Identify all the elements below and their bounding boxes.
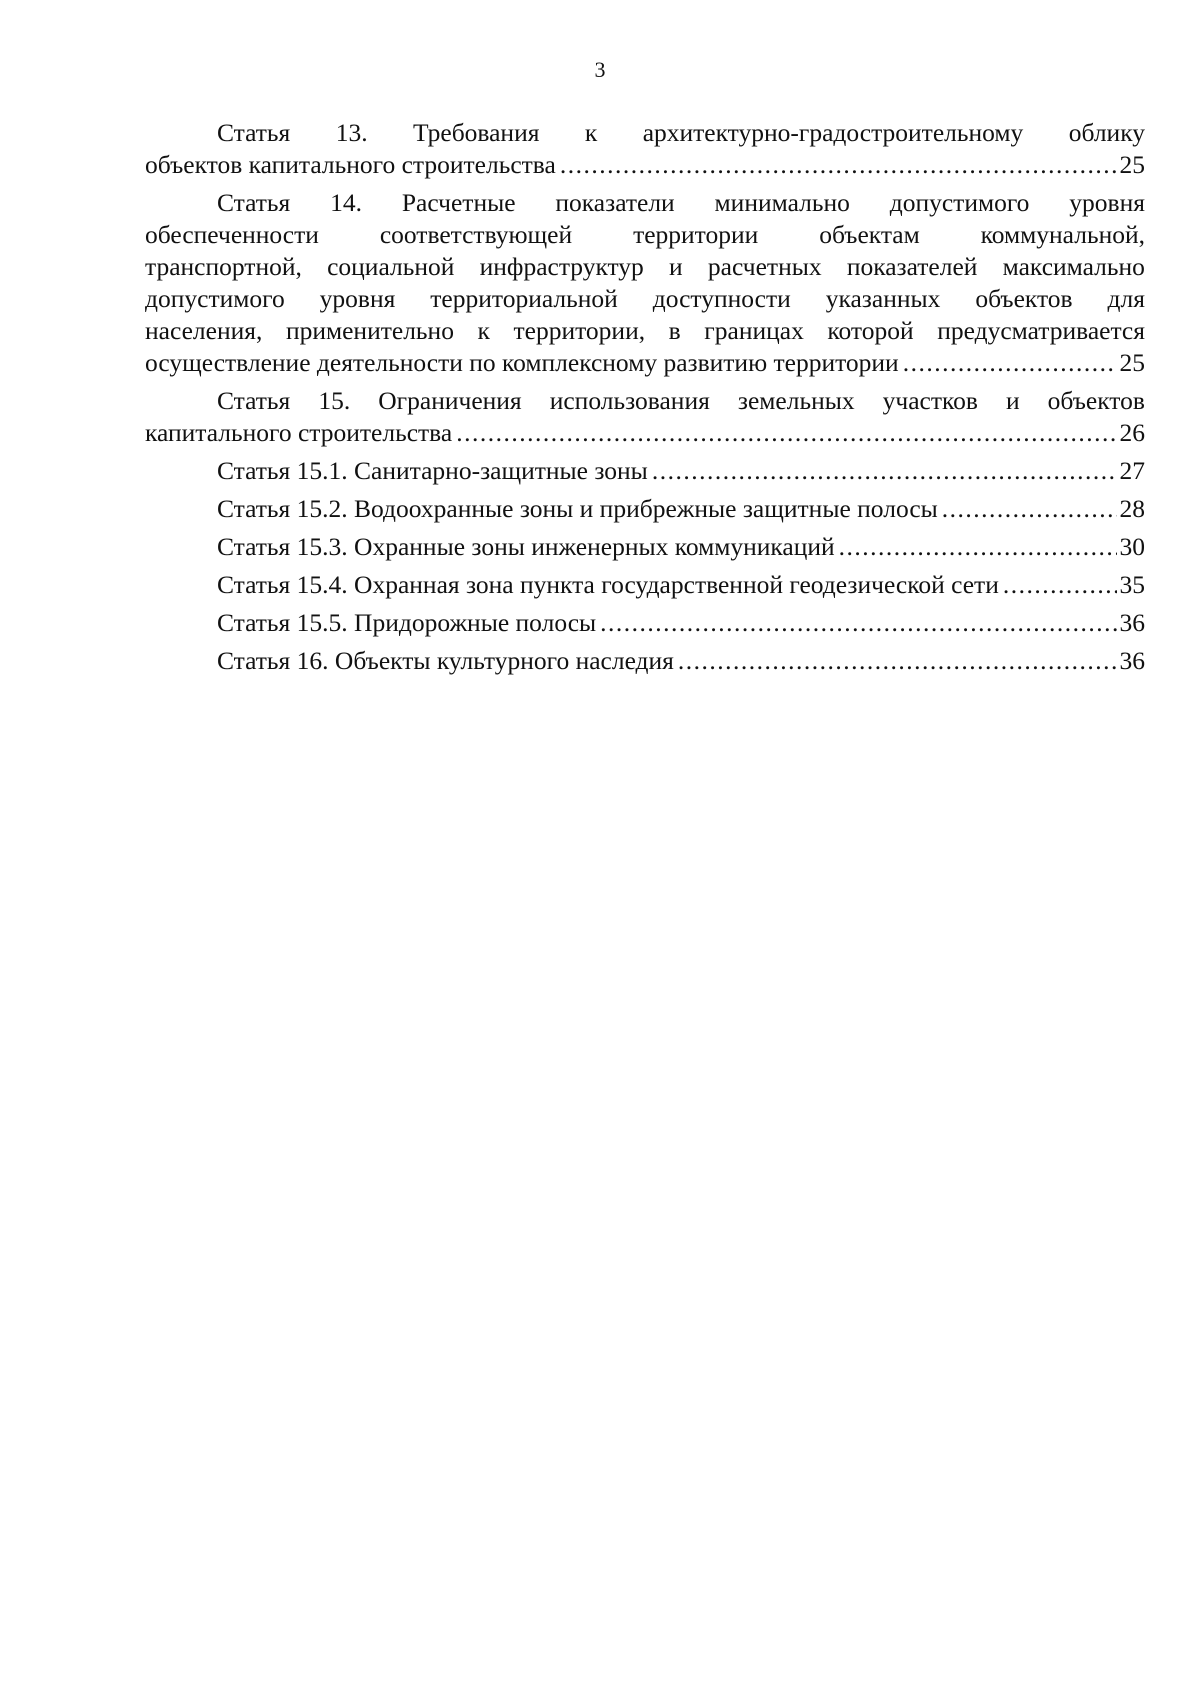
toc-word: уровня bbox=[1069, 188, 1145, 217]
toc-word: предусматривается bbox=[937, 316, 1145, 345]
toc-page-number: 28 bbox=[1119, 494, 1145, 523]
toc-entry-text: Статья 15.5. Придорожные полосы bbox=[217, 608, 597, 637]
toc-word: минимально bbox=[714, 188, 850, 217]
toc-word: Статья bbox=[217, 118, 291, 147]
page-number: 3 bbox=[594, 57, 606, 82]
toc-word: территориальной bbox=[430, 284, 618, 313]
toc-entry-line bbox=[145, 385, 1145, 417]
dot-leader bbox=[942, 493, 1117, 525]
toc-word: объектов bbox=[1047, 386, 1145, 415]
toc-word: облику bbox=[1068, 118, 1145, 147]
toc-entry-15-1[interactable] bbox=[145, 455, 1145, 487]
toc-word: и bbox=[669, 252, 683, 281]
toc-entry-last-line bbox=[145, 149, 1145, 181]
toc-word: допустимого bbox=[889, 188, 1030, 217]
toc-page-number: 35 bbox=[1119, 570, 1145, 599]
toc-page-number: 27 bbox=[1119, 456, 1145, 485]
toc-entry-text: объектов капитального строительства bbox=[145, 150, 556, 179]
toc-word: участков bbox=[882, 386, 978, 415]
table-of-contents bbox=[145, 117, 1145, 683]
toc-entry-15-5[interactable] bbox=[145, 607, 1145, 639]
toc-entry-text: осуществление деятельности по комплексному развитию территории bbox=[145, 348, 899, 377]
dot-leader bbox=[560, 149, 1117, 181]
toc-word: показателей bbox=[846, 252, 978, 281]
toc-word: расчетных bbox=[707, 252, 822, 281]
toc-entry-15-4[interactable] bbox=[145, 569, 1145, 601]
toc-word: 15. bbox=[318, 386, 351, 415]
toc-entry-last-line bbox=[145, 347, 1145, 379]
toc-entry-line bbox=[145, 251, 1145, 283]
toc-word: Требования bbox=[413, 118, 540, 147]
toc-entry-15-2[interactable] bbox=[145, 493, 1145, 525]
toc-word: указанных bbox=[825, 284, 941, 313]
toc-entry-last-line bbox=[145, 417, 1145, 449]
toc-word: соответствующей bbox=[379, 220, 573, 249]
toc-entry-text: Статья 15.3. Охранные зоны инженерных коммуникаций bbox=[217, 532, 835, 561]
toc-entry-line bbox=[145, 219, 1145, 251]
toc-word: объектов bbox=[975, 284, 1073, 313]
toc-word: объектам bbox=[819, 220, 920, 249]
toc-word: социальной bbox=[327, 252, 455, 281]
toc-page-number: 30 bbox=[1119, 532, 1145, 561]
toc-entry-16[interactable] bbox=[145, 645, 1145, 677]
toc-entry-text: Статья 15.1. Санитарно-защитные зоны bbox=[217, 456, 648, 485]
toc-word: территории bbox=[633, 220, 759, 249]
toc-word: использования bbox=[549, 386, 710, 415]
toc-entry-14[interactable] bbox=[145, 187, 1145, 379]
toc-word: архитектурно-градостроительному bbox=[642, 118, 1024, 147]
toc-page-number: 25 bbox=[1119, 150, 1145, 179]
toc-word: Ограничения bbox=[378, 386, 522, 415]
toc-word: инфраструктур bbox=[479, 252, 644, 281]
toc-entry-15[interactable] bbox=[145, 385, 1145, 449]
toc-entry-line bbox=[145, 315, 1145, 347]
toc-entry-line bbox=[145, 187, 1145, 219]
toc-word: для bbox=[1107, 284, 1145, 313]
toc-entry-line bbox=[145, 283, 1145, 315]
toc-word: 13. bbox=[335, 118, 368, 147]
toc-entry-line bbox=[145, 117, 1145, 149]
toc-word: уровня bbox=[319, 284, 396, 313]
toc-entry-text: Статья 15.4. Охранная зона пункта государственной геодезической сети bbox=[217, 570, 999, 599]
toc-word: которой bbox=[827, 316, 914, 345]
dot-leader bbox=[678, 645, 1117, 677]
toc-word: 14. bbox=[330, 188, 363, 217]
toc-word: к bbox=[584, 118, 598, 147]
toc-entry-13[interactable] bbox=[145, 117, 1145, 181]
toc-word: показатели bbox=[555, 188, 675, 217]
toc-page-number: 36 bbox=[1119, 646, 1145, 675]
toc-word: земельных bbox=[737, 386, 855, 415]
toc-word: в bbox=[668, 316, 681, 345]
dot-leader bbox=[839, 531, 1117, 563]
dot-leader bbox=[456, 417, 1116, 449]
toc-word: Статья bbox=[217, 386, 291, 415]
dot-leader bbox=[600, 607, 1116, 639]
dot-leader bbox=[1003, 569, 1117, 601]
toc-word: к bbox=[477, 316, 490, 345]
toc-word: обеспеченности bbox=[145, 220, 319, 249]
toc-word: транспортной, bbox=[145, 252, 302, 281]
toc-word: Статья bbox=[217, 188, 291, 217]
toc-page-number: 36 bbox=[1119, 608, 1145, 637]
toc-word: границах bbox=[704, 316, 804, 345]
toc-word: коммунальной, bbox=[980, 220, 1145, 249]
toc-word: применительно bbox=[285, 316, 454, 345]
toc-word: территории, bbox=[513, 316, 646, 345]
dot-leader bbox=[903, 347, 1117, 379]
toc-entry-text: капитального строительства bbox=[145, 418, 453, 447]
toc-word: населения, bbox=[145, 316, 263, 345]
toc-entry-text: Статья 15.2. Водоохранные зоны и прибрежные защитные полосы bbox=[217, 494, 938, 523]
toc-word: допустимого bbox=[145, 284, 285, 313]
toc-word: максимально bbox=[1002, 252, 1145, 281]
dot-leader bbox=[652, 455, 1117, 487]
toc-entry-text: Статья 16. Объекты культурного наследия bbox=[217, 646, 674, 675]
toc-page-number: 25 bbox=[1119, 348, 1145, 377]
toc-entry-15-3[interactable] bbox=[145, 531, 1145, 563]
toc-word: и bbox=[1005, 386, 1020, 415]
toc-page-number: 26 bbox=[1119, 418, 1145, 447]
toc-word: Расчетные bbox=[401, 188, 516, 217]
toc-word: доступности bbox=[652, 284, 791, 313]
